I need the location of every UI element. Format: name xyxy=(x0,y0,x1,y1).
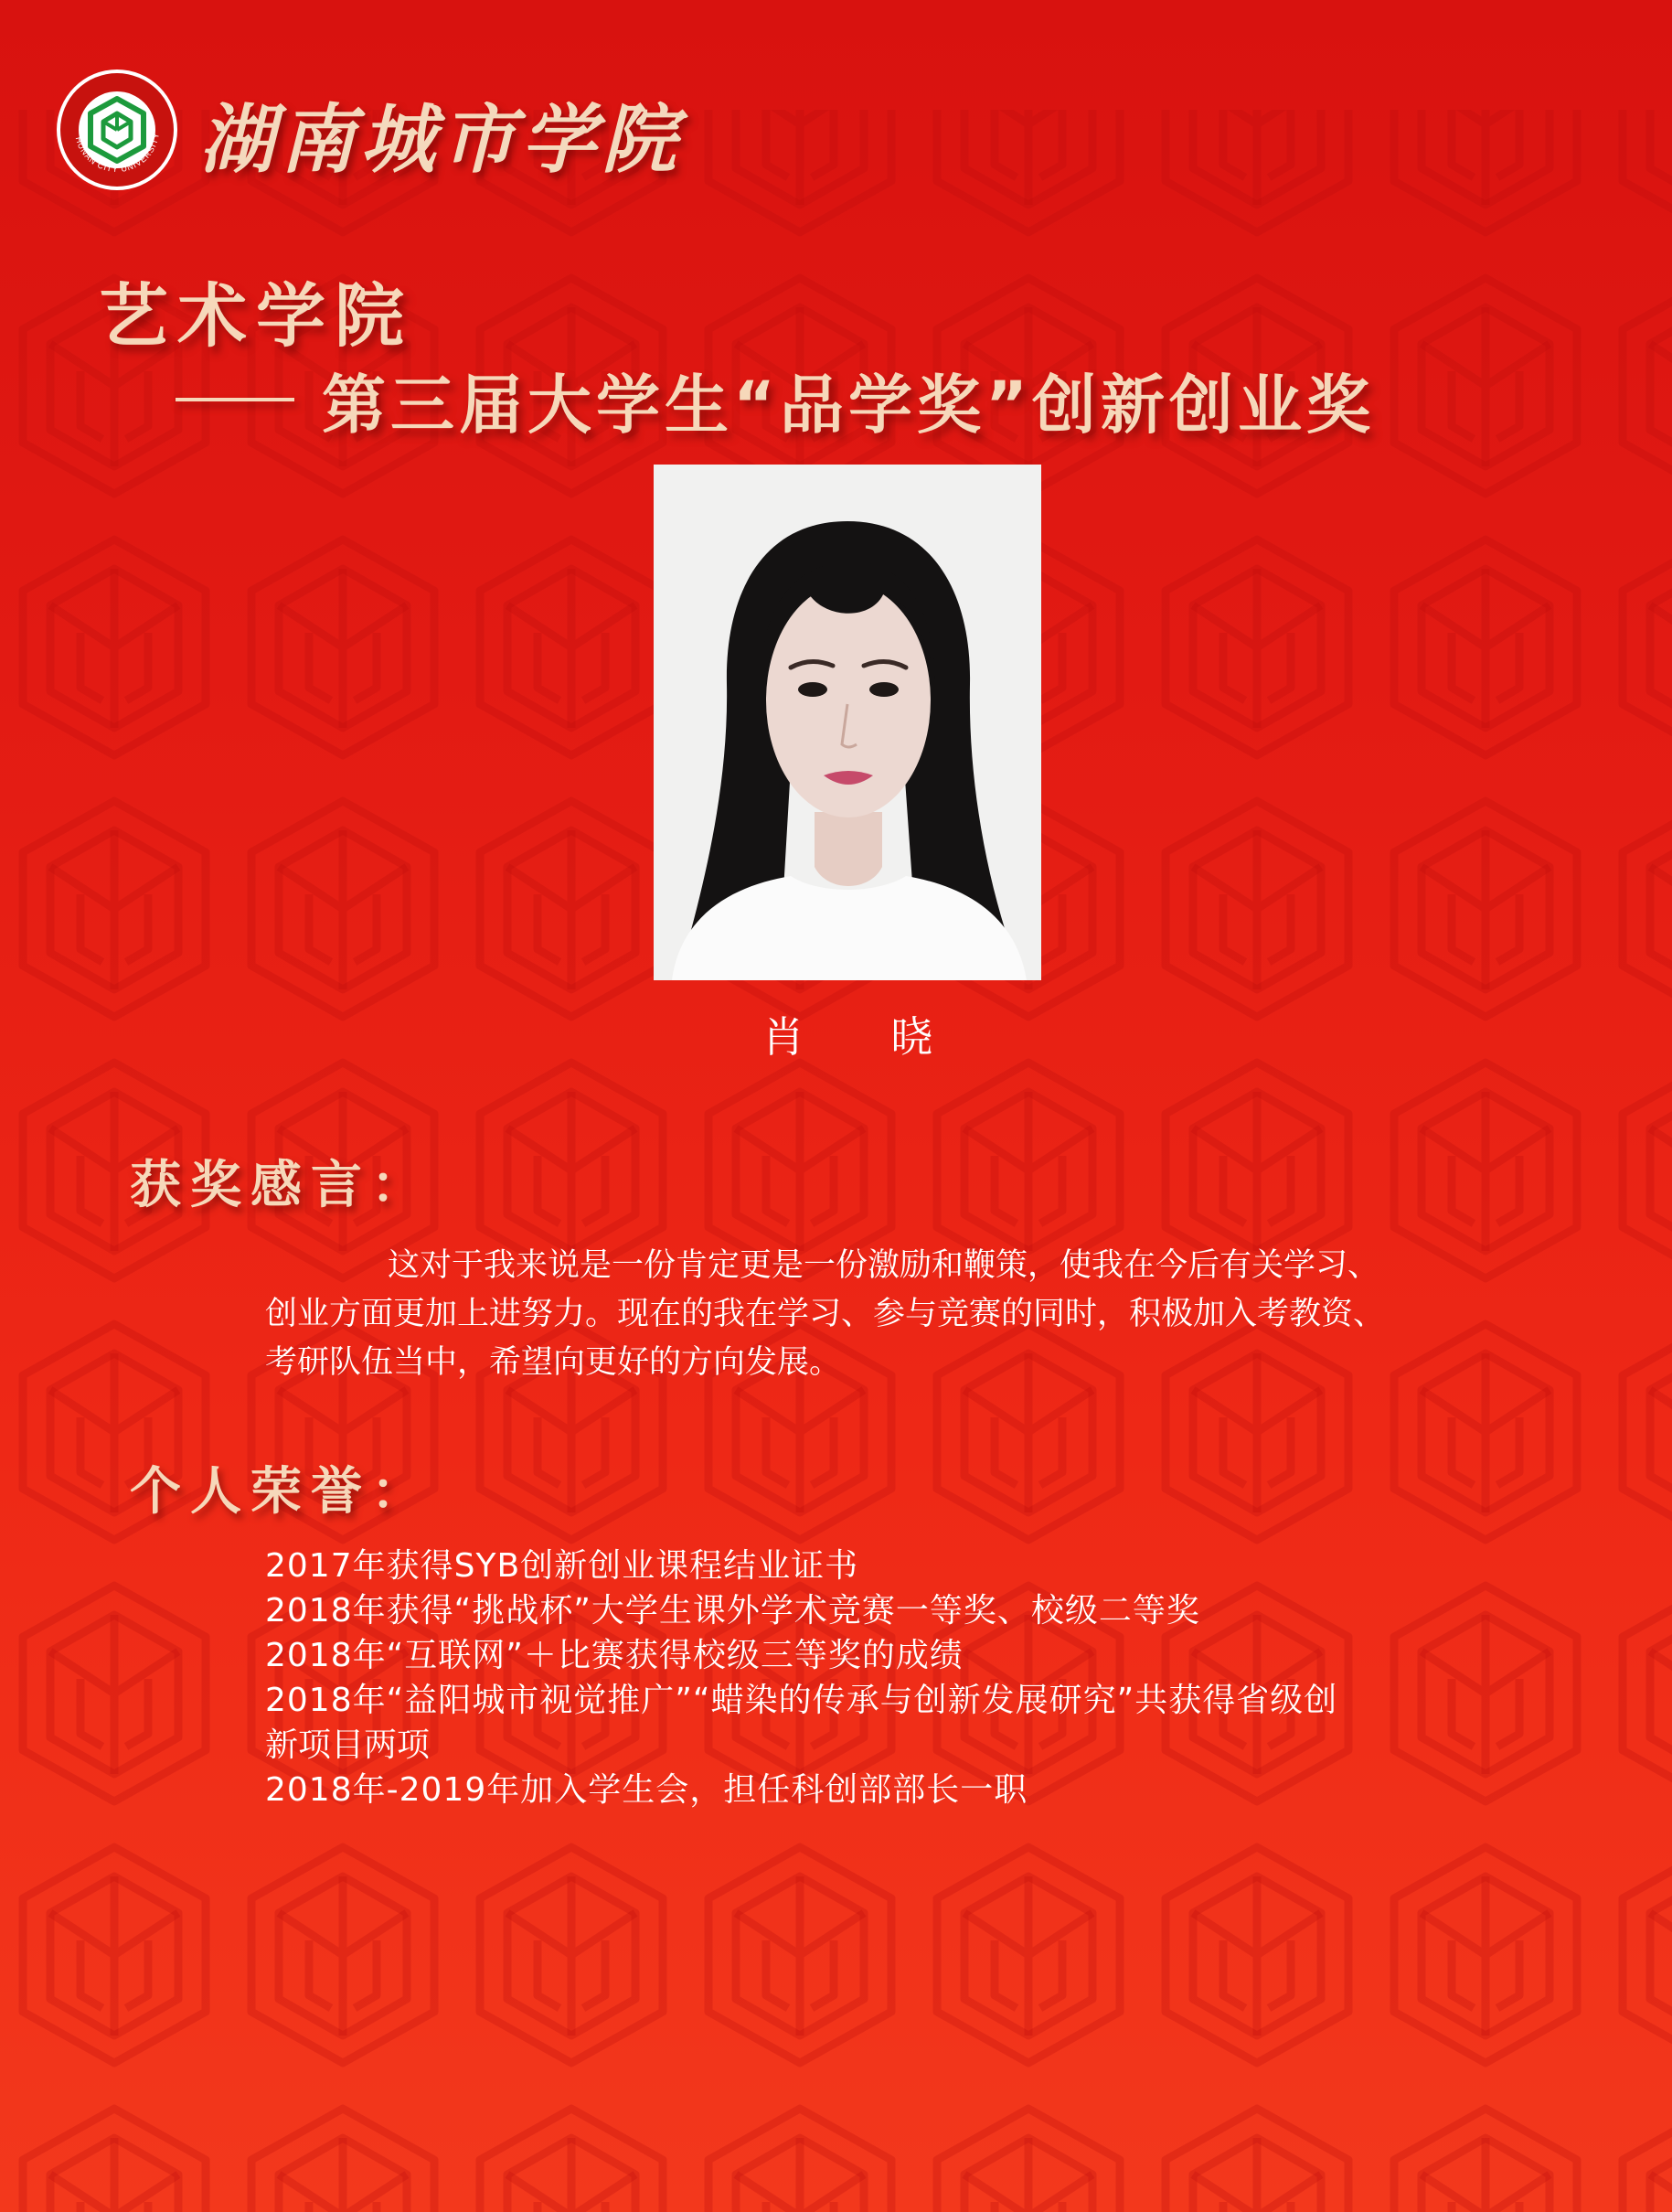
honor-item: 2018年“益阳城市视觉推广”“蜡染的传承与创新发展研究”共获得省级创 xyxy=(265,1682,1338,1719)
school-name: 湖南城市学院 xyxy=(199,96,682,184)
speech-heading: 获奖感言： xyxy=(130,1156,431,1215)
college-title: 艺术学院 xyxy=(99,275,413,357)
person-name: 肖 晓 xyxy=(761,1012,970,1062)
honors-heading: 个人荣誉： xyxy=(130,1462,431,1522)
speech-line: 这对于我来说是一份肯定更是一份激励和鞭策，使我在今后有关学习、 xyxy=(388,1247,1380,1284)
award-title-row xyxy=(176,358,1375,441)
honor-item-continuation: 新项目两项 xyxy=(265,1726,431,1764)
award-title: 第三届大学生“品学奖”创新创业奖 xyxy=(322,367,1376,443)
honors-list xyxy=(265,1544,1337,1812)
honor-item: 2018年“互联网”＋比赛获得校级三等奖的成绩 xyxy=(265,1637,964,1674)
portrait-photo xyxy=(654,465,1041,980)
university-logo xyxy=(53,66,181,194)
honor-item: 2018年获得“挑战杯”大学生课外学术竞赛一等奖、校级二等奖 xyxy=(265,1592,1200,1630)
speech-line: 考研队伍当中，希望向更好的方向发展。 xyxy=(265,1344,842,1381)
speech-line: 创业方面更加上进努力。现在的我在学习、参与竞赛的同时，积极加入考教资、 xyxy=(265,1296,1386,1332)
honor-item: 2018年-2019年加入学生会，担任科创部部长一职 xyxy=(265,1771,1028,1809)
speech-paragraph xyxy=(265,1242,1554,1387)
logo-english-text: HUNAN CITY UNIVERSITY xyxy=(73,131,162,175)
title-dash xyxy=(176,398,294,401)
honor-item: 2017年获得SYB创新创业课程结业证书 xyxy=(265,1547,859,1585)
